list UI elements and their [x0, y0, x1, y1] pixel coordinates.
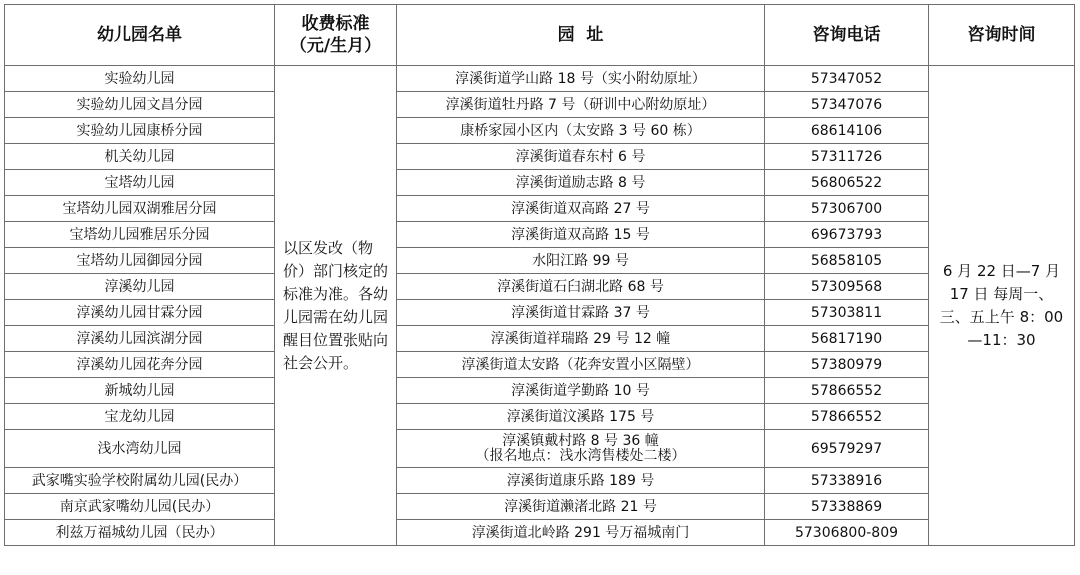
row-name: 宝龙幼儿园 — [5, 404, 275, 430]
row-address-line1: 淳溪镇戴村路 8 号 36 幢 — [502, 432, 659, 449]
row-phone: 69673793 — [765, 222, 929, 248]
row-phone: 57866552 — [765, 378, 929, 404]
table-row — [5, 248, 1075, 274]
row-name: 实验幼儿园康桥分园 — [5, 118, 275, 144]
row-address: 淳溪街道祥瑞路 29 号 12 幢 — [397, 326, 765, 352]
table-row — [5, 352, 1075, 378]
header-fee-line2: （元/生月） — [289, 36, 382, 56]
row-phone: 56806522 — [765, 170, 929, 196]
row-name: 南京武家嘴幼儿园(民办） — [5, 494, 275, 520]
row-address: 淳溪街道北岭路 291 号万福城南门 — [397, 520, 765, 546]
row-name: 实验幼儿园文昌分园 — [5, 92, 275, 118]
row-address: 淳溪街道春东村 6 号 — [397, 144, 765, 170]
row-address: 淳溪街道康乐路 189 号 — [397, 468, 765, 494]
time-note: 6 月 22 日—7 月 17 日 每周一、三、五上午 8：00—11：30 — [929, 66, 1075, 546]
row-name: 淳溪幼儿园滨湖分园 — [5, 326, 275, 352]
table-row — [5, 300, 1075, 326]
row-address: 淳溪街道甘霖路 37 号 — [397, 300, 765, 326]
row-address: 淳溪街道双高路 15 号 — [397, 222, 765, 248]
row-phone: 69579297 — [765, 430, 929, 468]
table-row — [5, 468, 1075, 494]
header-time: 咨询时间 — [929, 5, 1075, 66]
table-row — [5, 144, 1075, 170]
table-row — [5, 92, 1075, 118]
row-phone: 57338869 — [765, 494, 929, 520]
row-address: 淳溪街道牡丹路 7 号（研训中心附幼原址） — [397, 92, 765, 118]
row-address: 淳溪街道汶溪路 175 号 — [397, 404, 765, 430]
row-phone: 57380979 — [765, 352, 929, 378]
header-name: 幼儿园名单 — [5, 5, 275, 66]
row-address: 水阳江路 99 号 — [397, 248, 765, 274]
table-row — [5, 404, 1075, 430]
table-row — [5, 66, 1075, 92]
table-row — [5, 430, 1075, 468]
row-name: 利兹万福城幼儿园（民办） — [5, 520, 275, 546]
row-phone: 57347076 — [765, 92, 929, 118]
row-phone: 57347052 — [765, 66, 929, 92]
row-name: 宝塔幼儿园御园分园 — [5, 248, 275, 274]
row-phone: 56817190 — [765, 326, 929, 352]
table-row — [5, 326, 1075, 352]
row-phone: 57311726 — [765, 144, 929, 170]
fee-note: 以区发改（物价）部门核定的标准为准。各幼儿园需在幼儿园醒目位置张贴向社会公开。 — [275, 66, 397, 546]
table-row — [5, 378, 1075, 404]
table-row — [5, 520, 1075, 546]
row-name: 浅水湾幼儿园 — [5, 430, 275, 468]
row-phone: 57338916 — [765, 468, 929, 494]
table-row — [5, 222, 1075, 248]
table-row — [5, 274, 1075, 300]
row-name: 机关幼儿园 — [5, 144, 275, 170]
row-phone: 56858105 — [765, 248, 929, 274]
row-phone: 57866552 — [765, 404, 929, 430]
header-phone: 咨询电话 — [765, 5, 929, 66]
row-address: 淳溪街道学勤路 10 号 — [397, 378, 765, 404]
row-address: 淳溪街道学山路 18 号（实小附幼原址） — [397, 66, 765, 92]
header-row — [5, 5, 1075, 66]
row-phone: 57306700 — [765, 196, 929, 222]
table-row — [5, 196, 1075, 222]
row-address: 淳溪街道双高路 27 号 — [397, 196, 765, 222]
row-address: 康桥家园小区内（太安路 3 号 60 栋） — [397, 118, 765, 144]
row-name: 新城幼儿园 — [5, 378, 275, 404]
row-name: 宝塔幼儿园雅居乐分园 — [5, 222, 275, 248]
table-row — [5, 170, 1075, 196]
row-name: 淳溪幼儿园 — [5, 274, 275, 300]
row-name: 宝塔幼儿园 — [5, 170, 275, 196]
row-name: 实验幼儿园 — [5, 66, 275, 92]
row-address-line2: （报名地点：浅水湾售楼处二楼） — [475, 447, 686, 464]
row-phone: 57303811 — [765, 300, 929, 326]
row-address: 淳溪街道励志路 8 号 — [397, 170, 765, 196]
row-phone: 57309568 — [765, 274, 929, 300]
row-name: 淳溪幼儿园花奔分园 — [5, 352, 275, 378]
row-address: 淳溪街道濑渚北路 21 号 — [397, 494, 765, 520]
header-fee-line1: 收费标准 — [301, 14, 370, 34]
header-fee — [275, 5, 397, 66]
row-phone: 57306800-809 — [765, 520, 929, 546]
table-row — [5, 118, 1075, 144]
header-address: 园 址 — [397, 5, 765, 66]
row-address: 淳溪街道石臼湖北路 68 号 — [397, 274, 765, 300]
row-address: 淳溪街道太安路（花奔安置小区隔壁） — [397, 352, 765, 378]
row-name: 武家嘴实验学校附属幼儿园(民办） — [5, 468, 275, 494]
row-phone: 68614106 — [765, 118, 929, 144]
row-address — [397, 430, 765, 468]
row-name: 宝塔幼儿园双湖雅居分园 — [5, 196, 275, 222]
table-row — [5, 494, 1075, 520]
row-name: 淳溪幼儿园甘霖分园 — [5, 300, 275, 326]
kindergarten-table — [4, 4, 1075, 546]
